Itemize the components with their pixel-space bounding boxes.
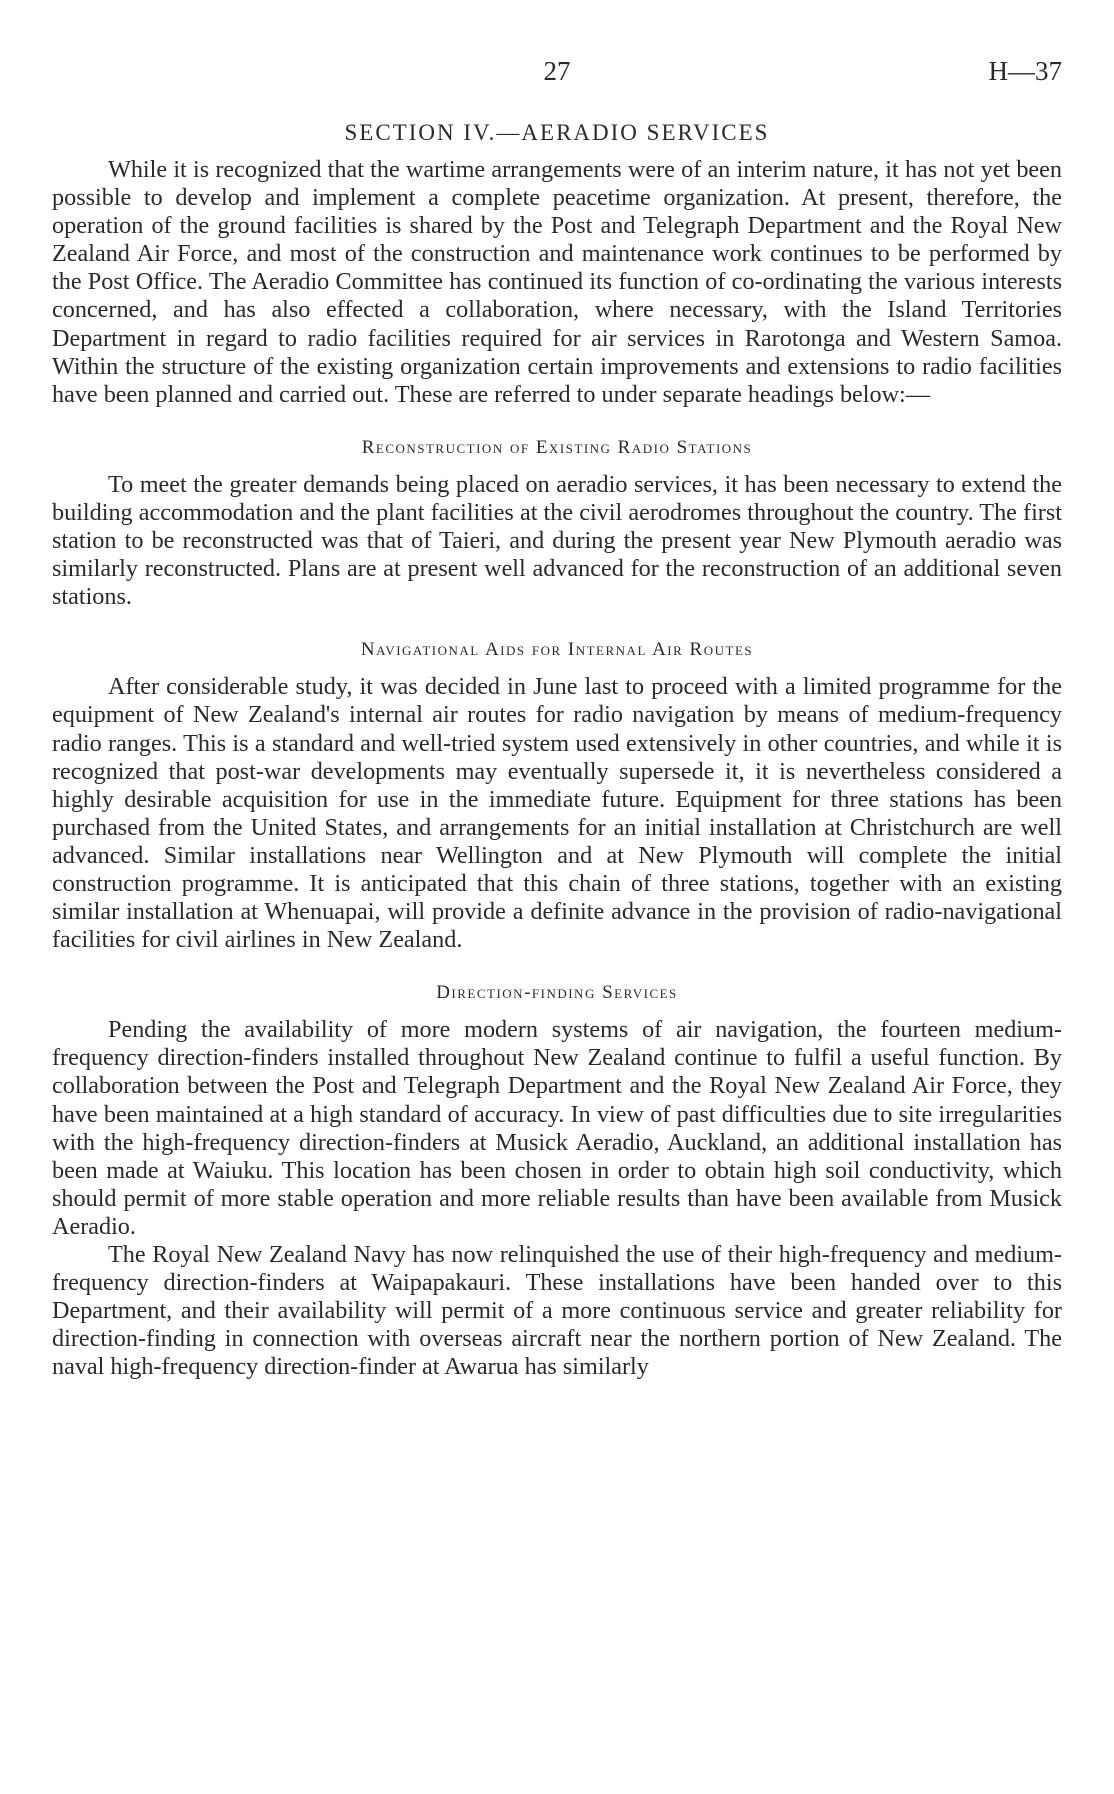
section-title: SECTION IV.—AERADIO SERVICES <box>344 120 770 145</box>
page-header <box>52 56 1062 96</box>
document-reference: H—37 <box>988 56 1062 86</box>
document-page <box>52 56 1062 1381</box>
intro-paragraph: While it is recognized that the wartime arrangements were of an interim nature, it has not yet been possible to develop and implement a complete peacetime organization. At present, therefore, the operation of the ground facilities is shared by the Post and Telegraph Department and the Royal New Zealand Air Force, and most of the construction and maintenance work continues to be performed by the Post Office. The Aeradio Committee has continued its function of co-ordinating the various interests concerned, and has also effected a collaboration, where necessary, with the Island Territories Department in regard to radio facilities required for air services in Rarotonga and Western Samoa. Within the structure of the existing organization certain improvements and extensions to radio facilities have been planned and carried out. These are referred to under separate headings below:— <box>52 156 1062 408</box>
paragraph-navigational-aids: After considerable study, it was decided in June last to proceed with a limited programme for the equipment of New Zealand's internal air routes for radio navigation by means of medium-frequency radio ranges. This is a standard and well-tried system used extensively in other countries, and while it is recognized that post-war developments may eventually supersede it, it is nevertheless considered a highly desirable acquisition for use in the immediate future. Equipment for three stations has been purchased from the United States, and arrangements for an initial installation at Christchurch are well advanced. Similar installations near Wellington and at New Plymouth will complete the initial construction programme. It is anticipated that this chain of three stations, together with an existing similar installation at Whenuapai, will provide a definite advance in the provision of radio-navigational facilities for civil airlines in New Zealand. <box>52 673 1062 954</box>
subheading-reconstruction: Reconstruction of Existing Radio Stations <box>361 436 753 458</box>
subheading-direction-finding: Direction-finding Services <box>436 982 678 1004</box>
paragraph-direction-finding-1: Pending the availability of more modern systems of air navigation, the fourteen medium-frequency direction-finders installed throughout New Zealand continue to fulfil a useful function. By collaboration between the Post and Telegraph Department and the Royal New Zealand Air Force, they have been maintained at a high standard of accuracy. In view of past difficulties due to site irregularities with the high-frequency direction-finders at Musick Aeradio, Auckland, an additional installation has been made at Waiuku. This location has been chosen in order to obtain high soil conductivity, which should permit of more stable operation and more reliable results than have been available from Musick Aeradio. <box>52 1016 1062 1240</box>
subheading-navigational-aids: Navigational Aids for Internal Air Routes <box>360 639 754 661</box>
paragraph-direction-finding-2: The Royal New Zealand Navy has now relinquished the use of their high-frequency and medium-frequency direction-finders at Waipapakauri. These installations have been handed over to this Department, and their availability will permit of a more continuous service and greater reliability for direction-finding in connection with overseas aircraft near the northern portion of New Zealand. The naval high-frequency direction-finder at Awarua has similarly <box>52 1241 1062 1381</box>
page-number: 27 <box>543 56 571 86</box>
paragraph-reconstruction: To meet the greater demands being placed on aeradio services, it has been necessary to extend the building accommodation and the plant facilities at the civil aerodromes throughout the country. The first station to be reconstructed was that of Taieri, and during the present year New Plymouth aeradio was similarly reconstructed. Plans are at present well advanced for the reconstruction of an additional seven stations. <box>52 470 1062 611</box>
